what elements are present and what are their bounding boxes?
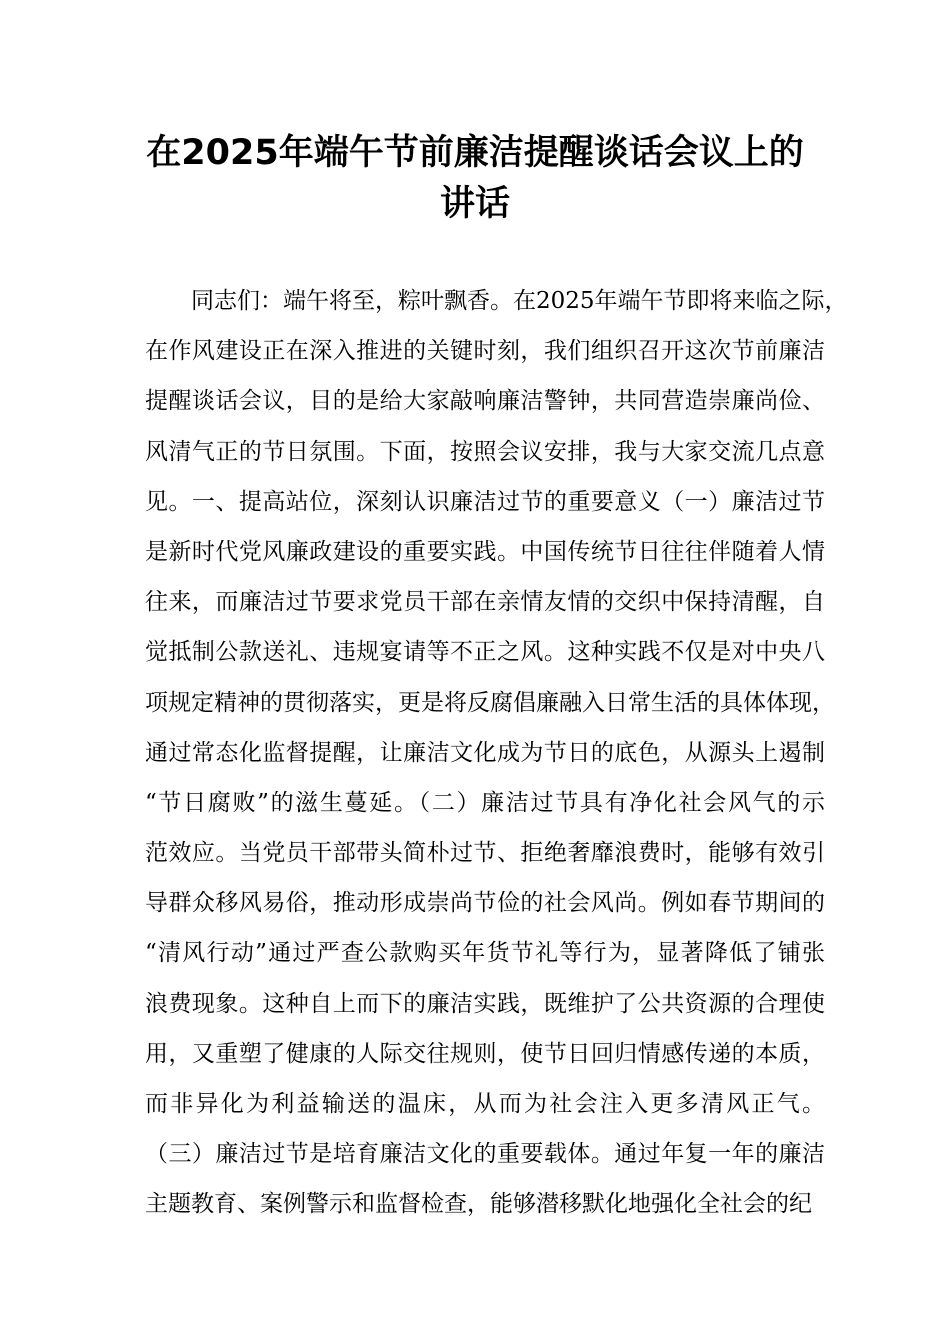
title-line-2: 讲话 <box>439 184 510 224</box>
body-line: 同志们：端午将至，粽叶飘香。在2025年端午节即将来临之际， <box>191 288 848 314</box>
body-line: （三）廉洁过节是培育廉洁文化的重要载体。通过年复一年的廉洁 <box>145 1141 825 1168</box>
body-line: 主题教育、案例警示和监督检查，能够潜移默化地强化全社会的纪 <box>145 1191 812 1218</box>
body-line: 在作风建设正在深入推进的关键时刻，我们组织召开这次节前廉洁 <box>145 338 825 365</box>
body-line: 是新时代党风廉政建设的重要实践。中国传统节日往往伴随着人情 <box>145 538 825 565</box>
body-line: 见。一、提高站位，深刻认识廉洁过节的重要意义（一）廉洁过节 <box>145 488 825 515</box>
document-title <box>100 128 850 230</box>
body-line: “清风行动”通过严查公款购买年货节礼等行为，显著降低了铺张 <box>145 940 825 967</box>
body-line: 浪费现象。这种自上而下的廉洁实践，既维护了公共资源的合理使 <box>145 990 825 1017</box>
body-line: 风清气正的节日氛围。下面，按照会议安排，我与大家交流几点意 <box>145 438 825 465</box>
body-line: “节日腐败”的滋生蔓延。（二）廉洁过节具有净化社会风气的示 <box>145 789 825 816</box>
body-line: 用，又重塑了健康的人际交往规则，使节日回归情感传递的本质， <box>145 1040 825 1067</box>
body-line: 往来，而廉洁过节要求党员干部在亲情友情的交织中保持清醒，自 <box>145 589 825 616</box>
title-line-1: 在2025年端午节前廉洁提醒谈话会议上的 <box>146 133 804 173</box>
body-line: 通过常态化监督提醒，让廉洁文化成为节日的底色，从源头上遏制 <box>145 739 825 766</box>
body-line: 觉抵制公款送礼、违规宴请等不正之风。这种实践不仅是对中央八 <box>145 639 825 666</box>
document-body <box>145 276 848 1230</box>
body-line: 范效应。当党员干部带头简朴过节、拒绝奢靡浪费时，能够有效引 <box>145 840 825 867</box>
body-line: 而非异化为利益输送的温床，从而为社会注入更多清风正气。 <box>145 1091 825 1117</box>
body-line: 项规定精神的贯彻落实，更是将反腐倡廉融入日常生活的具体体现， <box>145 689 835 716</box>
body-line: 提醒谈话会议，目的是给大家敲响廉洁警钟，共同营造崇廉尚俭、 <box>145 388 825 415</box>
body-line: 导群众移风易俗，推动形成崇尚节俭的社会风尚。例如春节期间的 <box>145 890 825 917</box>
